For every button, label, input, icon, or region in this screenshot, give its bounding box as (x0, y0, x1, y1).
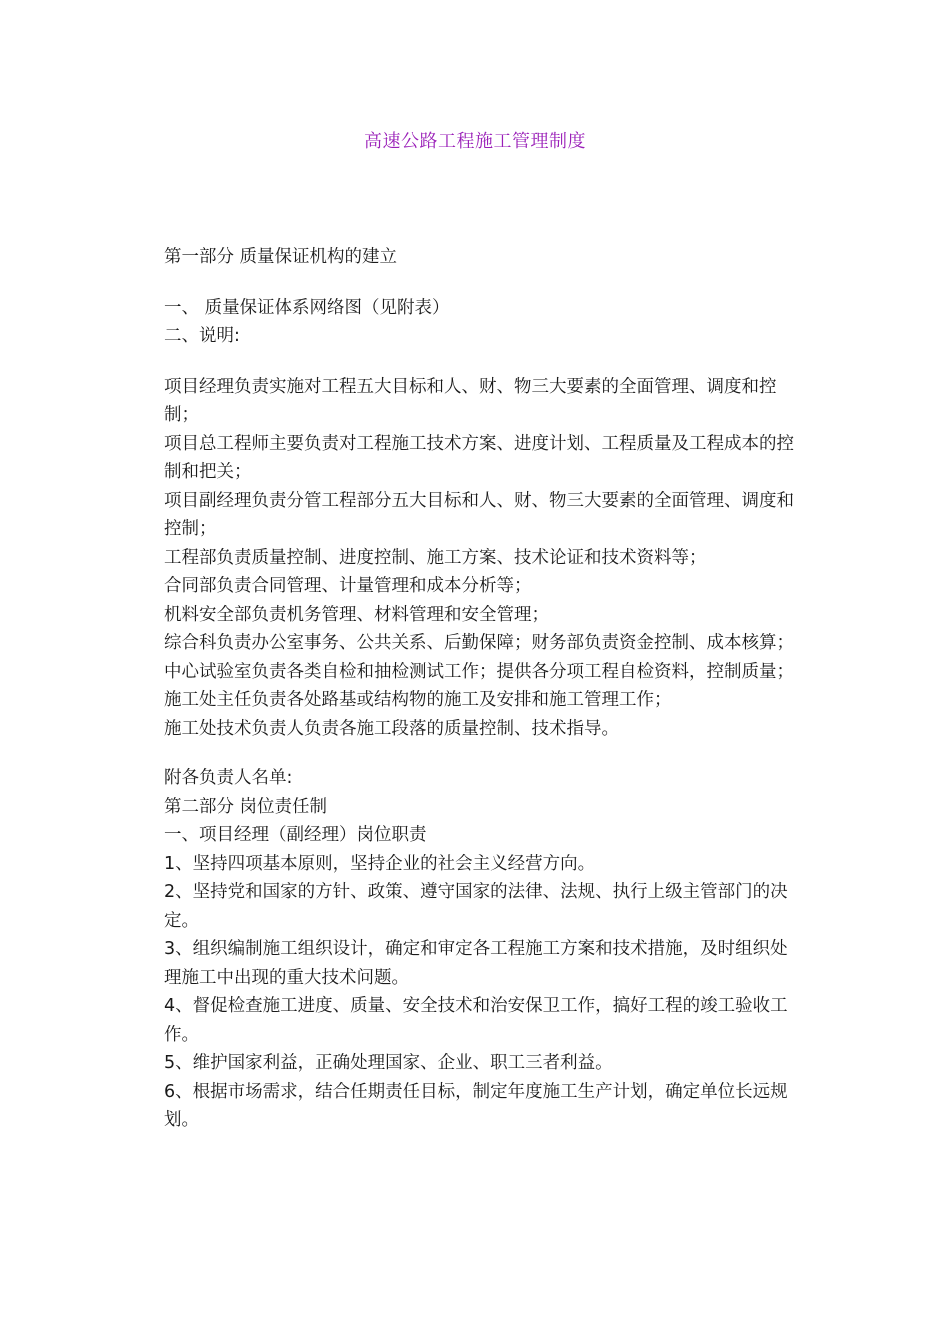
paragraph: 项目副经理负责分管工程部分五大目标和人、财、物三大要素的全面管理、调度和控制； (164, 490, 794, 539)
paragraph: 合同部负责合同管理、计量管理和成本分析等； (164, 576, 532, 596)
part2-subheading: 一、项目经理（副经理）岗位职责 (164, 825, 427, 845)
part1-heading: 第一部分 质量保证机构的建立 (164, 247, 398, 267)
part1-item1: 一、 质量保证体系网络图（见附表） (164, 297, 450, 318)
list-item: 2、坚持党和国家的方针、政策、遵守国家的法律、法规、执行上级主管部门的决定。 (164, 882, 788, 931)
paragraph: 项目经理负责实施对工程五大目标和人、财、物三大要素的全面管理、调度和控制； (164, 376, 777, 425)
document-title: 高速公路工程施工管理制度 (364, 131, 586, 152)
paragraph: 项目总工程师主要负责对工程施工技术方案、进度计划、工程质量及工程成本的控制和把关； (164, 433, 794, 482)
spacer (164, 272, 794, 294)
list-item: 6、根据市场需求，结合任期责任目标，制定年度施工生产计划，确定单位长远规划。 (164, 1081, 788, 1130)
paragraph: 工程部负责质量控制、进度控制、施工方案、技术论证和技术资料等； (164, 547, 707, 568)
spacer (164, 351, 794, 373)
list-item: 3、组织编制施工组织设计，确定和审定各工程施工方案和技术措施，及时组织处理施工中出现的重大技术问题。 (164, 939, 788, 988)
part1-item2: 二、说明: (164, 326, 240, 346)
list-item: 4、督促检查施工进度、质量、安全技术和治安保卫工作，搞好工程的竣工验收工作。 (164, 996, 788, 1045)
part2-heading: 第二部分 岗位责任制 (164, 796, 328, 817)
paragraph: 施工处主任负责各处路基或结构物的施工及安排和施工管理工作； (164, 690, 672, 710)
list-item: 1、坚持四项基本原则，坚持企业的社会主义经营方向。 (164, 853, 596, 874)
spacer (164, 743, 794, 764)
paragraph: 综合科负责办公室事务、公共关系、后勤保障；财务部负责资金控制、成本核算； (164, 633, 794, 653)
list-item: 5、维护国家利益，正确处理国家、企业、职工三者利益。 (164, 1053, 613, 1073)
document-body (164, 243, 794, 1135)
appendix-label: 附各负责人名单: (164, 768, 293, 788)
paragraph: 中心试验室负责各类自检和抽检测试工作；提供各分项工程自检资料，控制质量； (164, 661, 794, 682)
paragraph: 机料安全部负责机务管理、材料管理和安全管理； (164, 604, 549, 625)
paragraph: 施工处技术负责人负责各施工段落的质量控制、技术指导。 (164, 718, 619, 739)
